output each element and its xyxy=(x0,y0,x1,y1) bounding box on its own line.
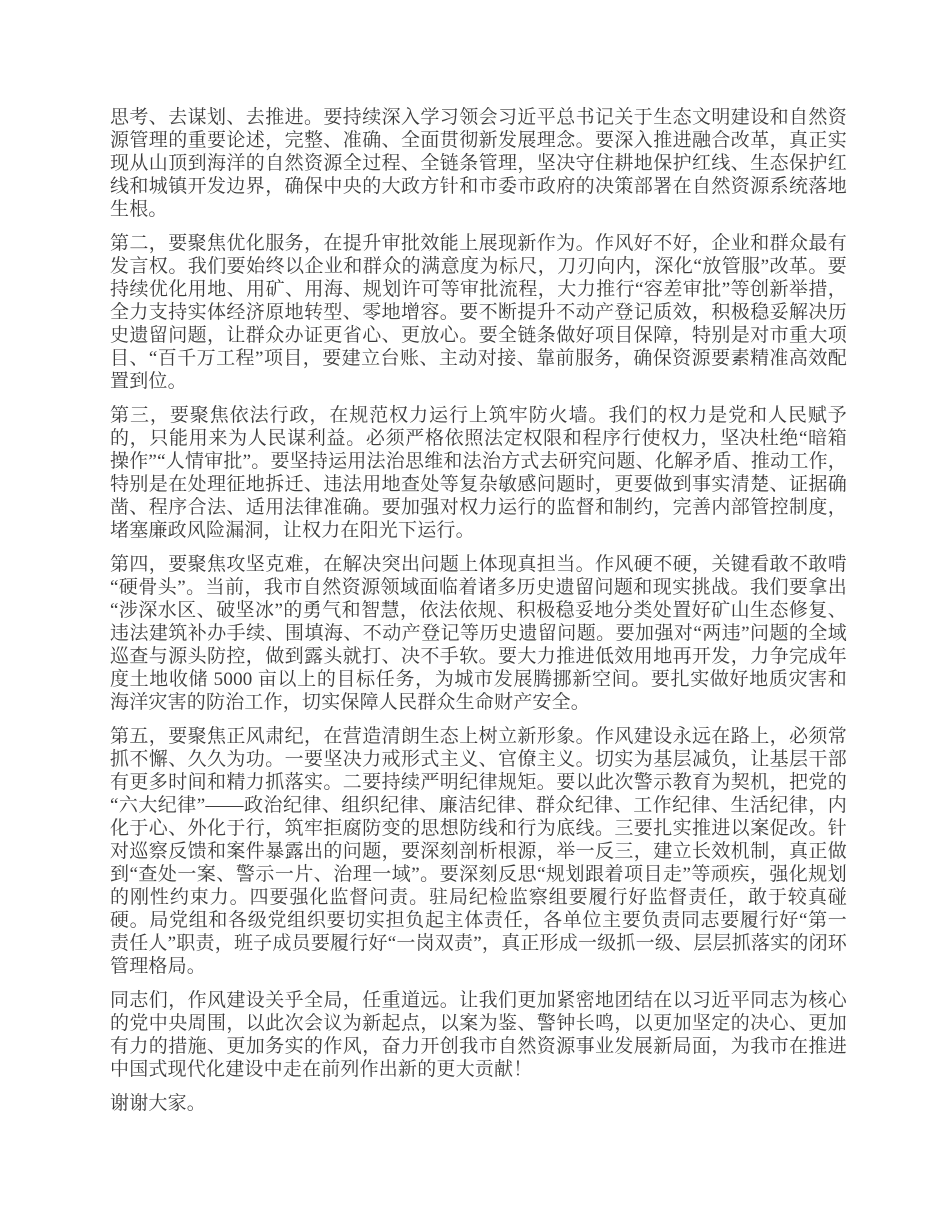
paragraph-closing: 同志们，作风建设关乎全局，任重道远。让我们更加紧密地团结在以习近平同志为核心的党中央周围，以此次会议为新起点，以案为鉴、警钟长鸣，以更加坚定的决心、更加有力的措施、更加务实的作风，奋力开创我市自然资源事业发展新局面，为我市在推进中国式现代化建设中走在前列作出新的更大贡献！ xyxy=(110,990,847,1080)
paragraph-thanks: 谢谢大家。 xyxy=(110,1093,207,1114)
paragraph-point-4: 第四，要聚焦攻坚克难，在解决突出问题上体现真担当。作风硬不硬，关键看敢不敢啃“硬骨头”。当前，我市自然资源领域面临着诸多历史遗留问题和现实挑战。我们要拿出“涉深水区、破坚冰”的勇气和智慧，依法依规、积极稳妥地分类处置好矿山生态修复、违法建筑补办手续、围填海、不动产登记等历史遗留问题。要加强对“两违”问题的全域巡查与源头防控，做到露头就打、决不手软。要大力推进低效用地再开发，力争完成年度土地收储 5000 亩以上的目标任务，为城市发展腾挪新空间。要扎实做好地质灾害和海洋灾害的防治工作，切实保障人民群众生命财产安全。 xyxy=(110,554,847,713)
document-text-body xyxy=(110,106,847,1115)
paragraph-point-3: 第三，要聚焦依法行政，在规范权力运行上筑牢防火墙。我们的权力是党和人民赋予的，只能用来为人民谋利益。必须严格依照法定权限和程序行使权力，坚决杜绝“暗箱操作”“人情审批”。要坚持运用法治思维和法治方式去研究问题、化解矛盾、推动工作，特别是在处理征地拆迁、违法用地查处等复杂敏感问题时，更要做到事实清楚、证据确凿、程序合法、适用法律准确。要加强对权力运行的监督和制约，完善内部管控制度，堵塞廉政风险漏洞，让权力在阳光下运行。 xyxy=(110,405,847,541)
paragraph-point-2: 第二，要聚焦优化服务，在提升审批效能上展现新作为。作风好不好，企业和群众最有发言权。我们要始终以企业和群众的满意度为标尺，刀刃向内，深化“放管服”改革。要持续优化用地、用矿、用海、规划许可等审批流程，大力推行“容差审批”等创新举措，全力支持实体经济原地转型、零地增容。要不断提升不动产登记质效，积极稳妥解决历史遗留问题，让群众办证更省心、更放心。要全链条做好项目保障，特别是对市重大项目、“百千万工程”项目，要建立台账、主动对接、靠前服务，确保资源要素精准高效配置到位。 xyxy=(110,233,847,392)
paragraph-point-5: 第五，要聚焦正风肃纪，在营造清朗生态上树立新形象。作风建设永远在路上，必须常抓不懈、久久为功。一要坚决力戒形式主义、官僚主义。切实为基层减负，让基层干部有更多时间和精力抓落实。二要持续严明纪律规矩。要以此次警示教育为契机，把党的“六大纪律”——政治纪律、组织纪律、廉洁纪律、群众纪律、工作纪律、生活纪律，内化于心、外化于行，筑牢拒腐防变的思想防线和行为底线。三要扎实推进以案促改。针对巡察反馈和案件暴露出的问题，要深刻剖析根源，举一反三，建立长效机制，真正做到“查处一案、警示一片、治理一域”。要深刻反思“规划跟着项目走”等顽疾，强化规划的刚性约束力。四要强化监督问责。驻局纪检监察组要履行好监督责任，敢于较真碰硬。局党组和各级党组织要切实担负起主体责任，各单位主要负责同志要履行好“第一责任人”职责，班子成员要履行好“一岗双责”，真正形成一级抓一级、层层抓落实的闭环管理格局。 xyxy=(110,726,847,977)
paragraph-continuation: 思考、去谋划、去推进。要持续深入学习领会习近平总书记关于生态文明建设和自然资源管理的重要论述，完整、准确、全面贯彻新发展理念。要深入推进融合改革，真正实现从山顶到海洋的自然资源全过程、全链条管理，坚决守住耕地保护红线、生态保护红线和城镇开发边界，确保中央的大政方针和市委市政府的决策部署在自然资源系统落地生根。 xyxy=(110,107,847,220)
